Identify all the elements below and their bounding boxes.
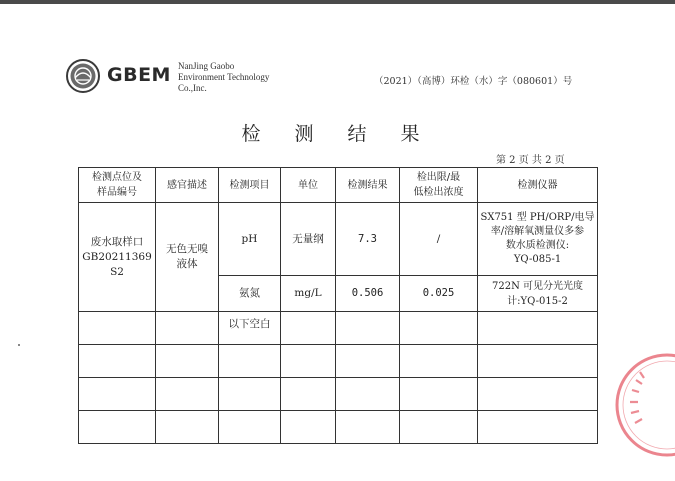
header-instrument: 检测仪器	[478, 168, 598, 203]
cell-unit: mg/L	[281, 276, 336, 312]
empty-cell	[79, 345, 156, 378]
results-table	[78, 167, 598, 444]
empty-cell	[219, 345, 281, 378]
empty-cell	[336, 378, 400, 411]
table-row	[79, 345, 598, 378]
empty-cell	[219, 411, 281, 444]
cell-limit: /	[400, 203, 478, 276]
cell-item: pH	[219, 203, 281, 276]
empty-cell	[281, 378, 336, 411]
table-row	[79, 411, 598, 444]
empty-cell	[156, 378, 219, 411]
header-item: 检测项目	[219, 168, 281, 203]
report-number: （2021）（高博）环检（水）字（080601）号	[374, 76, 573, 87]
header-limit: 检出限/最 低检出浓度	[400, 168, 478, 203]
top-border	[0, 0, 675, 4]
page-info: 第 2 页 共 2 页	[496, 155, 565, 166]
table-header-row	[79, 168, 598, 203]
table-row	[79, 378, 598, 411]
company-line: Co.,Inc.	[178, 83, 207, 93]
brand-name: GBEM	[107, 64, 171, 86]
empty-cell	[156, 345, 219, 378]
company-logo-icon	[66, 59, 100, 93]
cell-limit: 0.025	[400, 276, 478, 312]
empty-cell	[156, 411, 219, 444]
empty-cell	[400, 345, 478, 378]
empty-cell	[79, 378, 156, 411]
empty-cell	[478, 411, 598, 444]
empty-cell	[400, 411, 478, 444]
scan-speck	[18, 344, 20, 346]
empty-cell	[400, 378, 478, 411]
company-seal-stamp	[612, 350, 675, 460]
header-unit: 单位	[281, 168, 336, 203]
empty-cell	[79, 411, 156, 444]
empty-cell	[156, 312, 219, 345]
empty-cell	[336, 345, 400, 378]
header-description: 感官描述	[156, 168, 219, 203]
empty-cell	[400, 312, 478, 345]
empty-cell	[219, 378, 281, 411]
header-result: 检测结果	[336, 168, 400, 203]
table-row	[79, 203, 598, 276]
cell-result: 7.3	[336, 203, 400, 276]
header-location: 检测点位及 样品编号	[79, 168, 156, 203]
cell-item: 氨氮	[219, 276, 281, 312]
empty-cell	[281, 411, 336, 444]
empty-cell	[478, 378, 598, 411]
page-title: 检 测 结 果	[241, 123, 434, 145]
empty-cell	[79, 312, 156, 345]
empty-cell	[281, 345, 336, 378]
empty-cell	[478, 312, 598, 345]
cell-instrument: SX751 型 PH/ORP/电导 率/溶解氧测量仪多参 数水质检测仪: YQ-085-1	[478, 203, 598, 276]
empty-cell	[336, 312, 400, 345]
cell-result: 0.506	[336, 276, 400, 312]
company-name	[178, 61, 269, 94]
blank-note: 以下空白	[219, 312, 281, 345]
company-line: Environment Technology	[178, 72, 270, 82]
cell-unit: 无量纲	[281, 203, 336, 276]
empty-cell	[478, 345, 598, 378]
table-row	[79, 312, 598, 345]
sample-description: 无色无嗅 液体	[156, 203, 219, 312]
empty-cell	[336, 411, 400, 444]
cell-instrument: 722N 可见分光光度 计:YQ-015-2	[478, 276, 598, 312]
company-line: NanJing Gaobo	[178, 61, 235, 71]
empty-cell	[281, 312, 336, 345]
sample-location: 废水取样口 GB20211369 S2	[79, 203, 156, 312]
